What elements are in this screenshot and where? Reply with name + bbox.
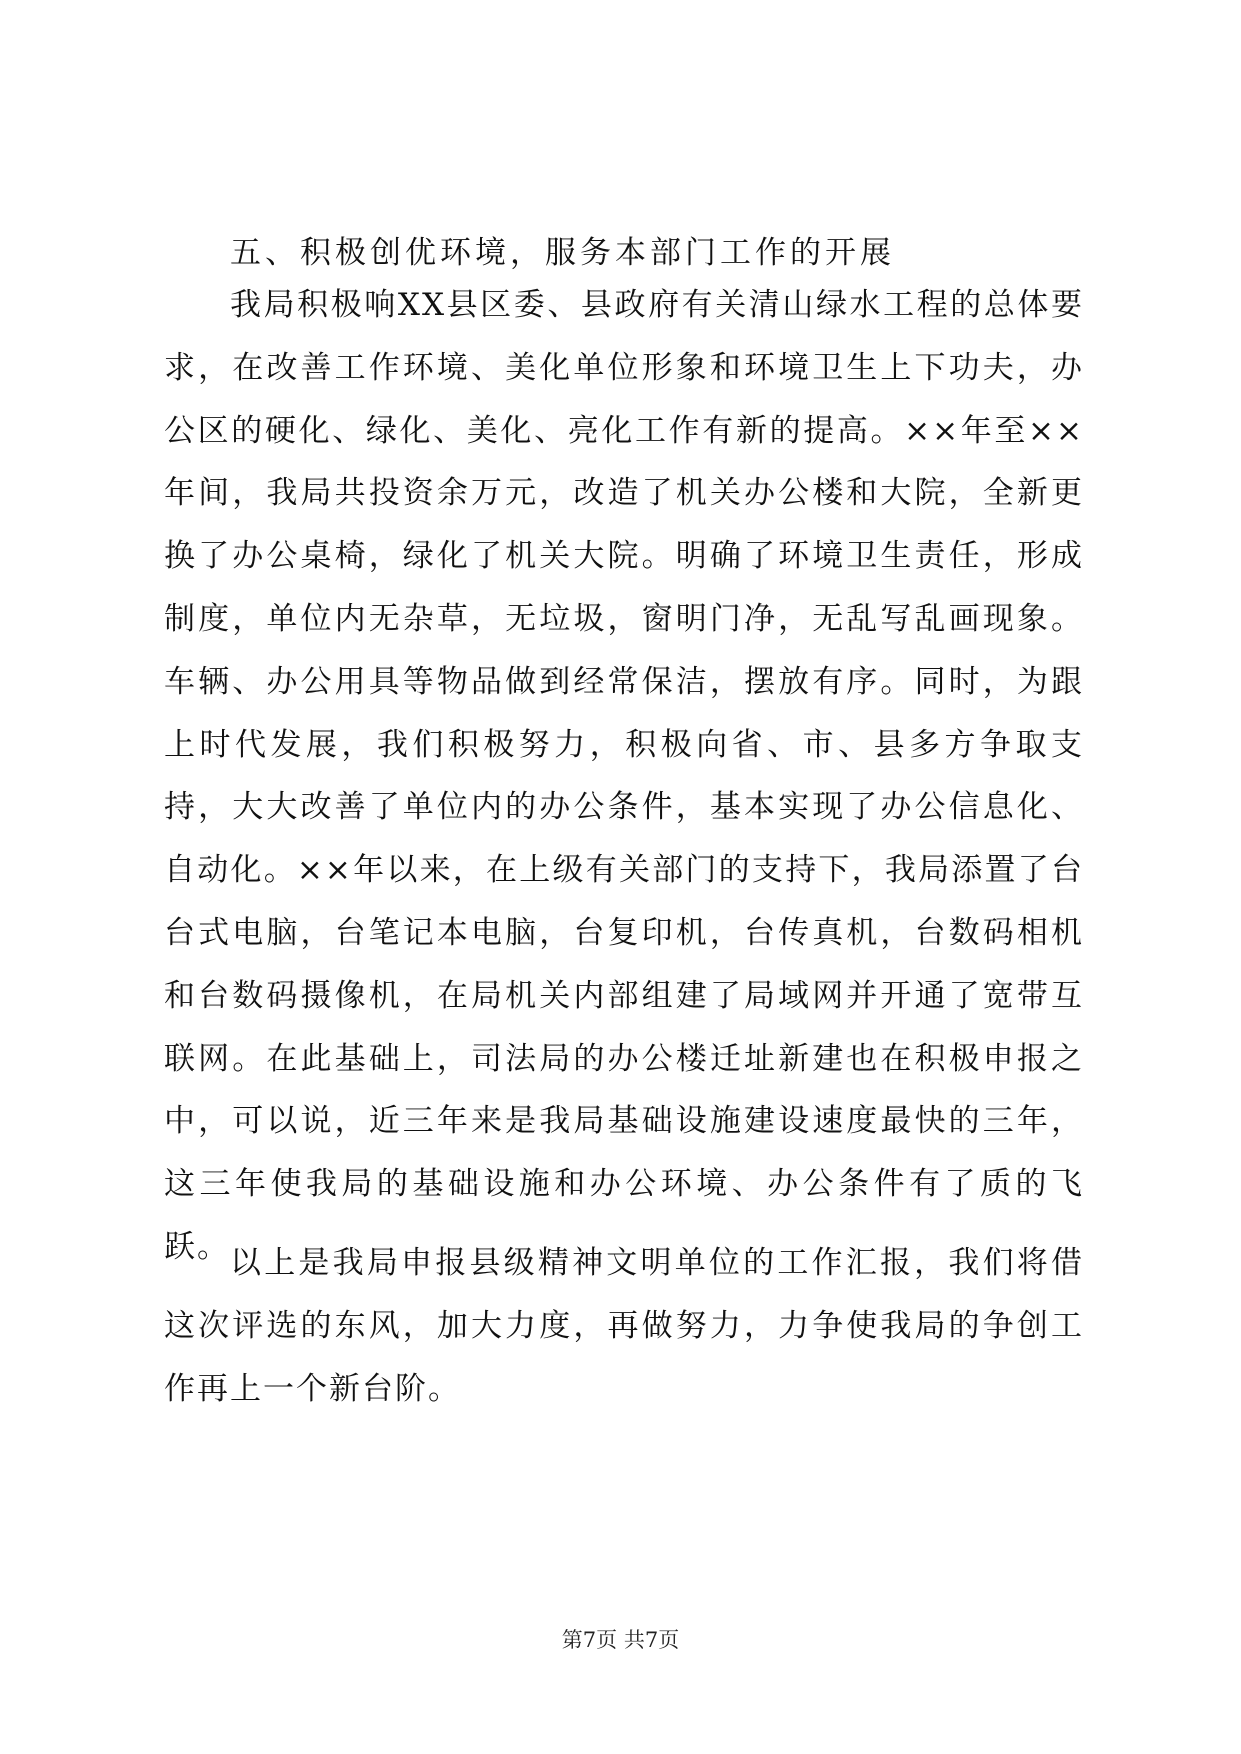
body-paragraph: 我局积极响XX县区委、县政府有关清山绿水工程的总体要求，在改善工作环境、美化单位形象和环境卫生上下功夫，办公区的硬化、绿化、美化、亮化工作有新的提高。××年至××年间，我局共投资余万元，改造了机关办公楼和大院，全新更换了办公桌椅，绿化了机关大院。明确了环境卫生责任，形成制度，单位内无杂草，无垃圾，窗明门净，无乱写乱画现象。车辆、办公用具等物品做到经常保洁，摆放有序。同时，为跟上时代发展，我们积极努力，积极向省、市、县多方争取支持，大大改善了单位内的办公条件，基本实现了办公信息化、自动化。××年以来，在上级有关部门的支持下，我局添置了台台式电脑，台笔记本电脑，台复印机，台传真机，台数码相机和台数码摄像机，在局机关内部组建了局域网并开通了宽带互联网。在此基础上，司法局的办公楼迁址新建也在积极申报之中，可以说，近三年来是我局基础设施建设速度最快的三年，这三年使我局的基础设施和办公环境、办公条件有了质的飞跃。 [164,287,1084,1265]
closing-paragraph: 以上是我局申报县级精神文明单位的工作汇报，我们将借这次评选的东风，加大力度，再做努力，力争使我局的争创工作再上一个新台阶。 [164,1245,1084,1407]
page-number-footer: 第7页 共7页 [561,1628,680,1652]
section-heading: 五、积极创优环境，服务本部门工作的开展 [230,235,895,271]
